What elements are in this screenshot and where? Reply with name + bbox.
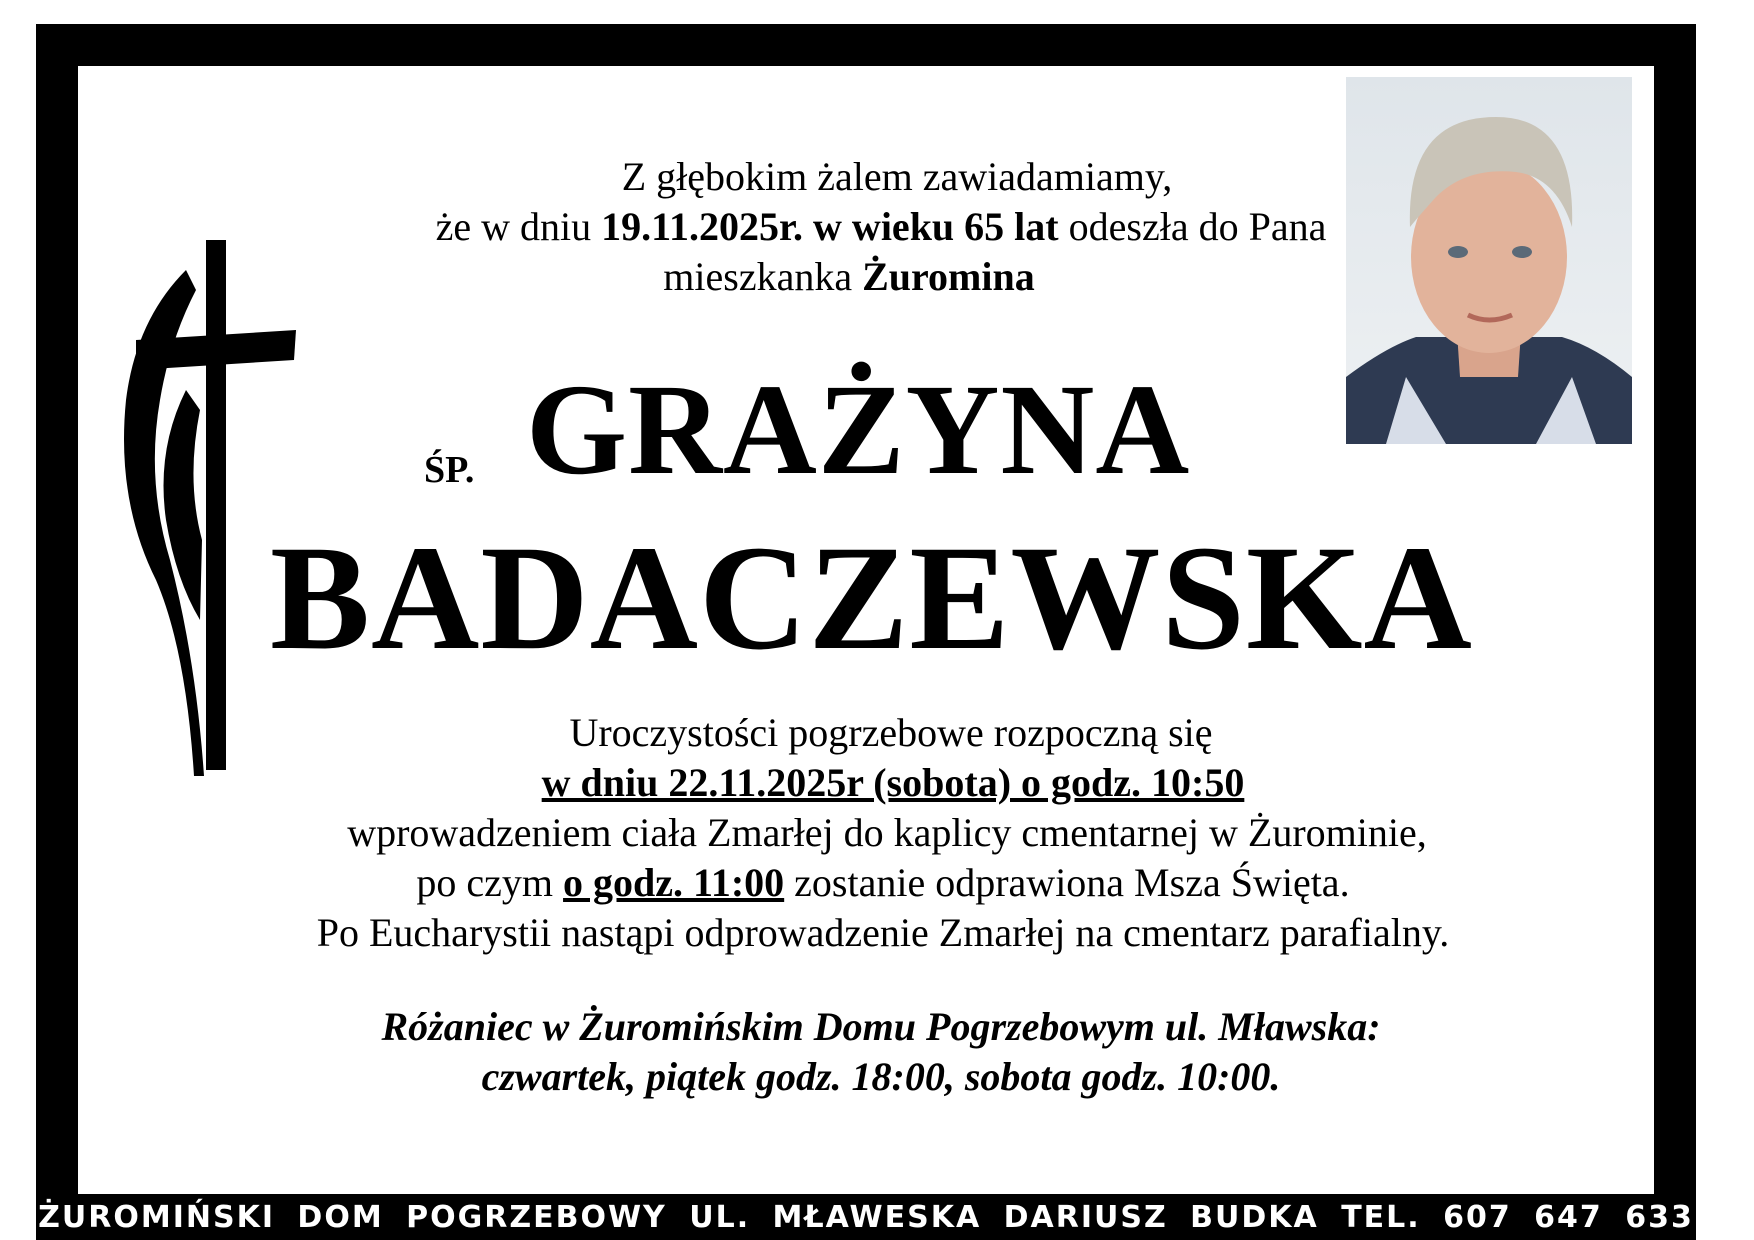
funeral-line-5: Po Eucharystii nastąpi odprowadzenie Zmarłej na cmentarz parafialny. (316, 910, 1450, 955)
funeral-line-4-post: zostanie odprawiona Msza Święta. (784, 860, 1350, 905)
intro-line-2-post: odeszła do Pana (1058, 204, 1327, 249)
funeral-home-footer: ŻUROMIŃSKI DOM POGRZEBOWY UL. MŁAWESKA DARIUSZ BUDKA TEL. 607 647 633 (38, 1200, 1694, 1235)
last-name: BADACZEWSKA (270, 515, 1473, 681)
rosary-line-2: czwartek, piątek godz. 18:00, sobota godz. 10:00. (481, 1054, 1281, 1099)
town-name: Żuromina (862, 254, 1035, 299)
cross-flame-emblem (116, 240, 342, 776)
intro-line-3-pre: mieszkanka (663, 254, 863, 299)
funeral-line-3: wprowadzeniem ciała Zmarłej do kaplicy cmentarnej w Żurominie, (347, 810, 1427, 855)
intro-line-2-pre: że w dniu (435, 204, 602, 249)
intro-line-2 (4, 204, 1754, 250)
death-date-age: 19.11.2025r. w wieku 65 lat (601, 204, 1059, 249)
funeral-line-1: Uroczystości pogrzebowe rozpoczną się (569, 710, 1213, 755)
mass-time: o godz. 11:00 (563, 860, 785, 905)
first-name: GRAŻYNA (526, 358, 1191, 502)
intro-line-3 (0, 254, 1726, 300)
funeral-date-time: w dniu 22.11.2025r (sobota) o godz. 10:50 (541, 760, 1245, 805)
name-prefix: ŚP. (424, 449, 475, 491)
rosary-line-1: Różaniec w Żuromińskim Domu Pogrzebowym ul. Mławska: (381, 1004, 1381, 1049)
intro-line-1: Z głębokim żalem zawiadamiamy, (621, 154, 1173, 199)
funeral-line-4 (6, 860, 1754, 906)
funeral-line-4-pre: po czym (416, 860, 564, 905)
